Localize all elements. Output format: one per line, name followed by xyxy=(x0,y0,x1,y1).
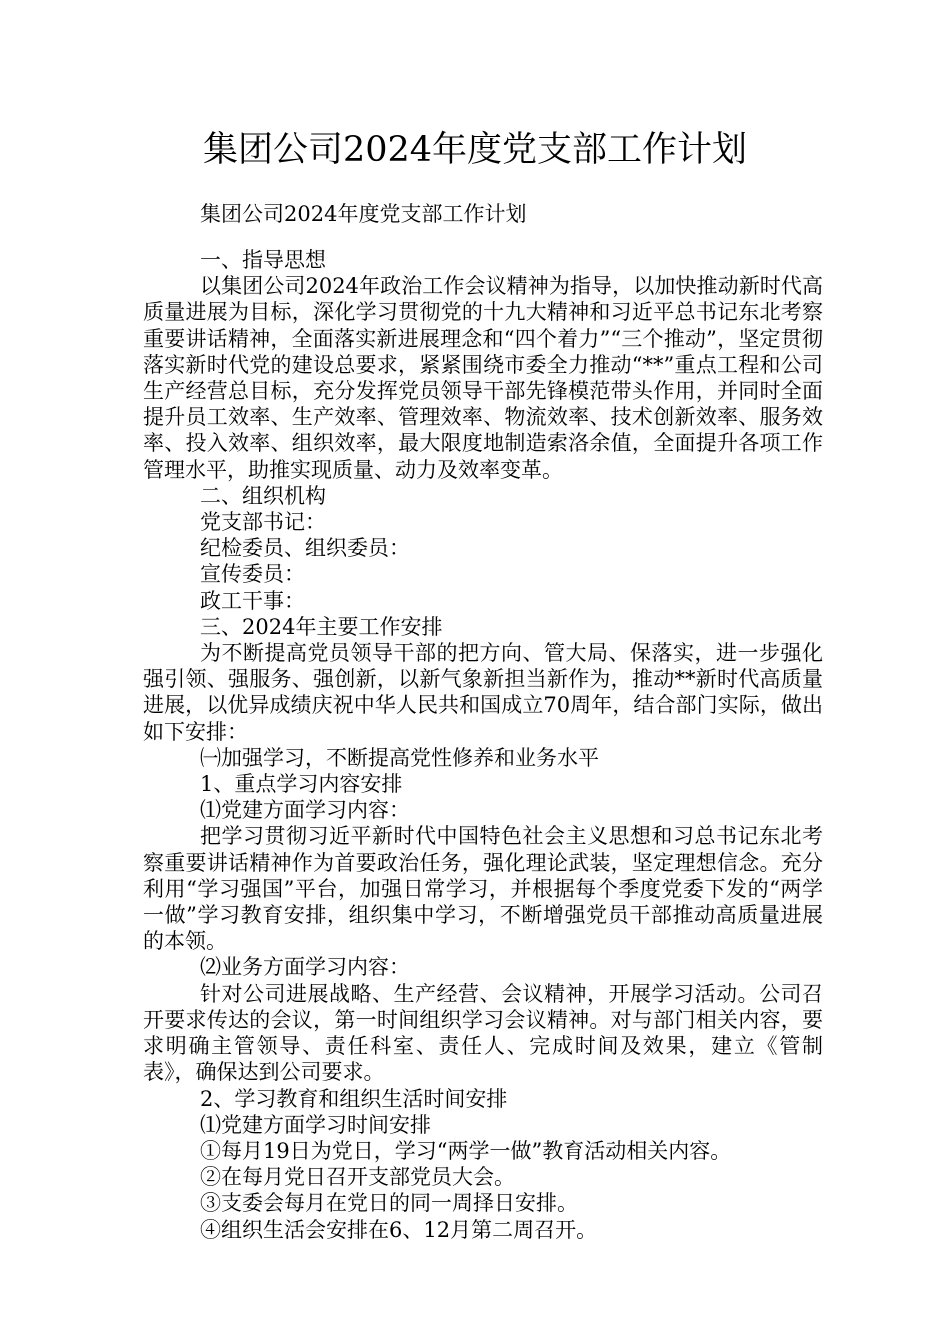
section-heading-work-plan: 三、2024年主要工作安排 xyxy=(200,614,443,639)
paragraph: 把学习贯彻习近平新时代中国特色社会主义思想和习总书记东北考察重要讲话精神作为首要政治任务，强化理论武装，坚定理想信念。充分利用“学习强国”平台，加强日常学习，并根据每个季度党委下发的“两学一做”学习教育安排，组织集中学习，不断增强党员干部推动高质量进展的本领。 xyxy=(143,824,823,954)
subsection-heading: 1、重点学习内容安排 xyxy=(200,772,403,797)
list-item: 纪检委员、组织委员： xyxy=(200,536,410,561)
subsection-heading: 2、学习教育和组织生活时间安排 xyxy=(200,1086,508,1111)
document-title: 集团公司2024年度党支部工作计划 xyxy=(202,130,748,170)
list-item: 政工干事： xyxy=(200,588,305,613)
document-body xyxy=(143,247,823,1243)
subsection-heading: ⑴党建方面学习时间安排 xyxy=(200,1112,431,1137)
list-item: ③支委会每月在党日的同一周择日安排。 xyxy=(200,1191,578,1216)
section-heading-organization: 二、组织机构 xyxy=(200,483,326,508)
list-item: 宣传委员： xyxy=(200,562,305,587)
paragraph: 以集团公司2024年政治工作会议精神为指导，以加快推动新时代高质量进展为目标，深化学习贯彻党的十九大精神和习近平总书记东北考察重要讲话精神，全面落实新进展理念和“四个着力”“三个推动”，坚定贯彻落实新时代党的建设总要求，紧紧围绕市委全力推动“**”重点工程和公司生产经营总目标，充分发挥党员领导干部先锋模范带头作用，并同时全面提升员工效率、生产效率、管理效率、物流效率、技术创新效率、服务效率、投入效率、组织效率，最大限度地制造索洛余值，全面提升各项工作管理水平，助推实现质量、动力及效率变革。 xyxy=(143,274,823,482)
list-item: ①每月19日为党日，学习“两学一做”教育活动相关内容。 xyxy=(200,1138,732,1163)
list-item: ②在每月党日召开支部党员大会。 xyxy=(200,1165,515,1190)
subsection-heading: ㈠加强学习，不断提高党性修养和业务水平 xyxy=(200,745,599,770)
paragraph: 针对公司进展战略、生产经营、会议精神，开展学习活动。公司召开要求传达的会议，第一时间组织学习会议精神。对与部门相关内容，要求明确主管领导、责任科室、责任人、完成时间及效果，建立《管制表》，确保达到公司要求。 xyxy=(143,981,823,1085)
paragraph: 为不断提高党员领导干部的把方向、管大局、保落实，进一步强化强引领、强服务、强创新，以新气象新担当新作为，推动**新时代高质量进展，以优异成绩庆祝中华人民共和国成立70周年，结合部门实际，做出如下安排： xyxy=(143,641,823,744)
list-item: ④组织生活会安排在6、12月第二周召开。 xyxy=(200,1217,598,1242)
section-heading-guiding-ideology: 一、指导思想 xyxy=(200,248,326,272)
subsection-heading: ⑴党建方面学习内容： xyxy=(200,798,410,823)
list-item: 党支部书记： xyxy=(200,510,326,535)
document-subtitle: 集团公司2024年度党支部工作计划 xyxy=(200,202,527,226)
subsection-heading: ⑵业务方面学习内容： xyxy=(200,955,410,980)
